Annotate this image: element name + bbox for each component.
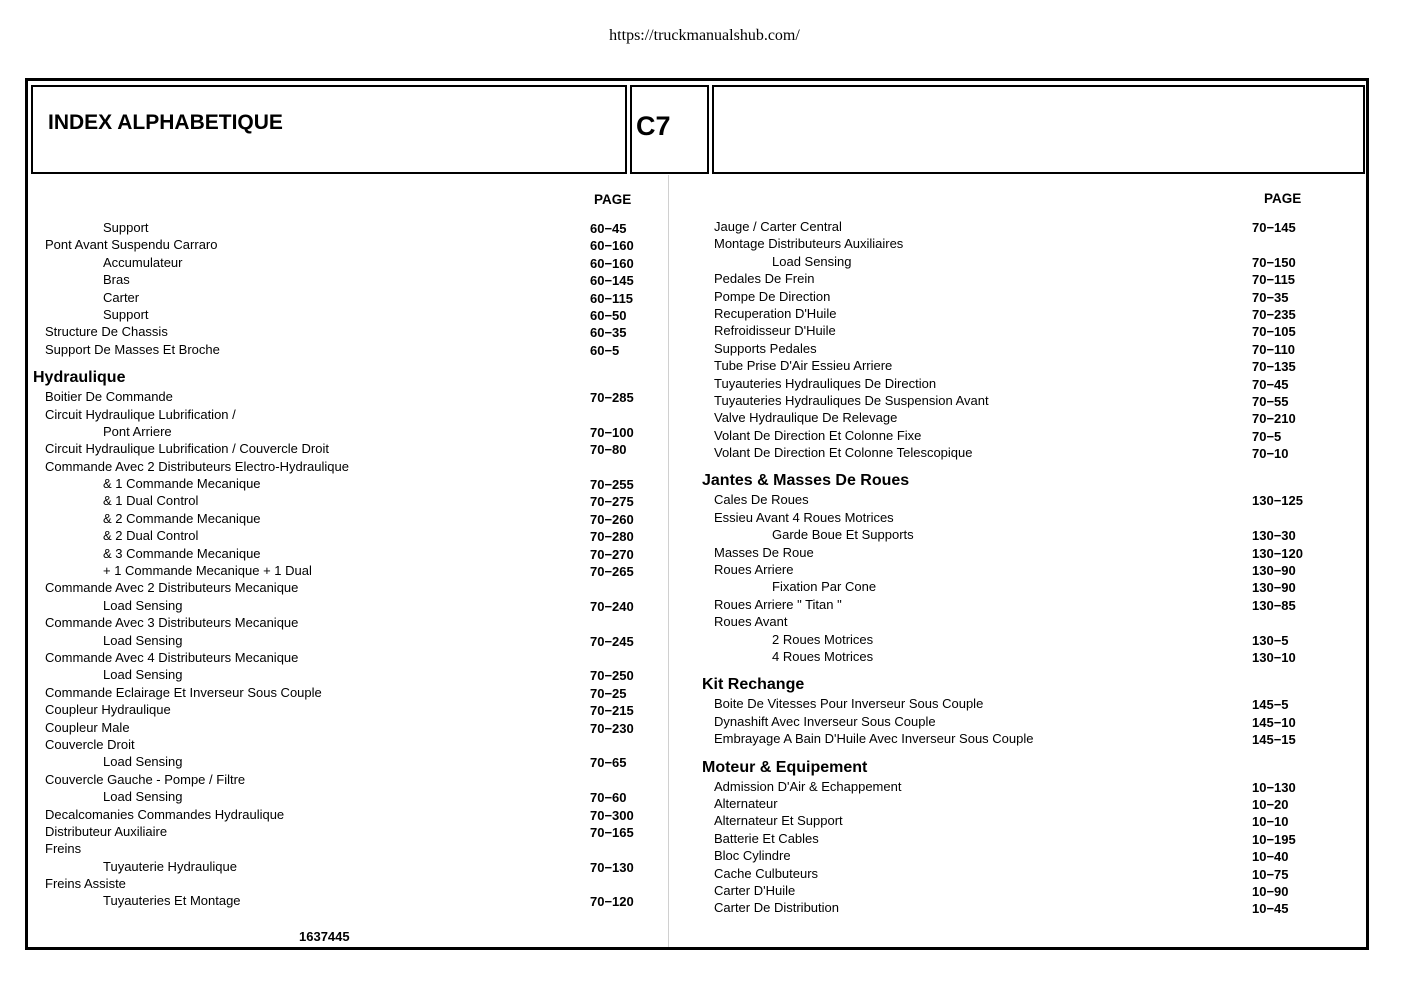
entry-label: Garde Boue Et Supports <box>772 527 914 543</box>
entry-label: & 1 Commande Mecanique <box>103 476 261 492</box>
index-entry <box>33 458 653 475</box>
entry-page-ref: 70−270 <box>590 546 634 562</box>
index-entry <box>702 305 1322 322</box>
entry-page-ref: 130−90 <box>1252 563 1296 579</box>
entry-page-ref: 70−35 <box>1252 289 1289 305</box>
index-entry <box>702 409 1322 426</box>
index-entry <box>33 892 653 909</box>
index-entry <box>33 701 653 718</box>
entry-label: Structure De Chassis <box>45 324 168 340</box>
entry-page-ref: 70−25 <box>590 685 627 701</box>
index-entry <box>702 865 1322 882</box>
entry-label: Couvercle Gauche - Pompe / Filtre <box>45 771 246 787</box>
index-entry <box>702 544 1322 561</box>
header-url: https://truckmanualshub.com/ <box>609 27 800 44</box>
index-entry <box>702 631 1322 648</box>
entry-page-ref: 70−105 <box>1252 324 1296 340</box>
index-entry <box>33 736 653 753</box>
index-entry <box>702 596 1322 613</box>
index-entry <box>33 666 653 683</box>
index-entry <box>702 526 1322 543</box>
entry-page-ref: 70−300 <box>590 807 634 823</box>
entry-label: Tuyauteries Et Montage <box>103 893 241 909</box>
index-entry <box>33 649 653 666</box>
entry-page-ref: 130−120 <box>1252 545 1303 561</box>
entry-page-ref: 60−45 <box>590 221 627 236</box>
section-title: Kit Rechange <box>702 676 805 694</box>
entry-label: Alternateur Et Support <box>714 813 843 829</box>
entry-page-ref: 70−130 <box>590 859 634 875</box>
entry-page-ref: 70−65 <box>590 755 627 771</box>
index-entry <box>702 340 1322 357</box>
code-box <box>630 85 709 174</box>
section-heading <box>702 471 1322 491</box>
index-entry <box>702 795 1322 812</box>
blank-header-box <box>712 85 1365 174</box>
index-entry <box>702 830 1322 847</box>
index-entry <box>33 875 653 892</box>
entry-label: Couvercle Droit <box>45 736 135 752</box>
entry-page-ref: 70−245 <box>590 633 634 649</box>
section-title: Hydraulique <box>33 369 126 387</box>
page-label: PAGE <box>594 192 632 207</box>
index-entry <box>702 375 1322 392</box>
index-entry <box>33 840 653 857</box>
entry-label: Commande Avec 2 Distributeurs Mecanique <box>45 580 299 596</box>
entry-label: Recuperation D'Huile <box>714 305 837 321</box>
left-index-column <box>33 192 653 910</box>
index-entry <box>702 778 1322 795</box>
entry-page-ref: 130−10 <box>1252 649 1296 665</box>
entry-label: Volant De Direction Et Colonne Telescopique <box>714 445 973 461</box>
entry-label: Tuyauterie Hydraulique <box>103 858 237 874</box>
entry-label: Cache Culbuteurs <box>714 865 819 881</box>
entry-page-ref: 60−35 <box>590 325 627 341</box>
index-entry <box>702 253 1322 270</box>
entry-label: & 1 Dual Control <box>103 493 199 509</box>
index-entry <box>702 491 1322 508</box>
entry-label: Support <box>103 306 149 322</box>
index-entry <box>702 322 1322 339</box>
entry-page-ref: 70−260 <box>590 511 634 527</box>
entry-label: Pont Arriere <box>103 423 172 439</box>
entry-label: Commande Avec 4 Distributeurs Mecanique <box>45 649 299 665</box>
entry-label: & 2 Commande Mecanique <box>103 510 261 526</box>
index-entry <box>33 341 653 358</box>
index-entry <box>33 254 653 271</box>
entry-label: Roues Arriere " Titan " <box>714 596 842 612</box>
entry-label: Commande Eclairage Et Inverseur Sous Couple <box>45 684 322 700</box>
entry-page-ref: 70−285 <box>590 390 634 406</box>
entry-label: Circuit Hydraulique Lubrification / Couvercle Droit <box>45 441 329 457</box>
entry-page-ref: 70−120 <box>590 894 634 910</box>
entry-page-ref: 70−145 <box>1252 220 1296 235</box>
entry-label: Load Sensing <box>103 597 183 613</box>
title-box <box>31 85 627 174</box>
right-entry-list <box>702 218 1322 917</box>
index-entry <box>33 545 653 562</box>
index-entry <box>33 823 653 840</box>
entry-page-ref: 130−85 <box>1252 597 1296 613</box>
entry-label: Coupleur Hydraulique <box>45 702 171 718</box>
index-entry <box>33 492 653 509</box>
index-entry <box>702 235 1322 252</box>
entry-label: Essieu Avant 4 Roues Motrices <box>714 509 894 525</box>
index-entry <box>702 812 1322 829</box>
entry-label: & 2 Dual Control <box>103 528 199 544</box>
index-entry <box>33 475 653 492</box>
entry-label: & 3 Commande Mecanique <box>103 545 261 561</box>
entry-page-ref: 130−30 <box>1252 528 1296 544</box>
entry-page-ref: 70−165 <box>590 824 634 840</box>
document-number: 1637445 <box>299 929 350 944</box>
entry-label: Pedales De Frein <box>714 271 815 287</box>
index-entry <box>702 218 1322 235</box>
index-entry <box>33 271 653 288</box>
entry-page-ref: 70−265 <box>590 564 634 580</box>
index-entry <box>702 730 1322 747</box>
entry-page-ref: 60−145 <box>590 273 634 289</box>
entry-label: Bloc Cylindre <box>714 848 791 864</box>
entry-label: 4 Roues Motrices <box>772 648 874 664</box>
entry-page-ref: 70−60 <box>590 790 627 806</box>
index-title: INDEX ALPHABETIQUE <box>48 111 283 134</box>
entry-page-ref: 10−75 <box>1252 866 1289 882</box>
index-entry <box>33 771 653 788</box>
index-entry <box>33 406 653 423</box>
entry-label: Support <box>103 220 149 235</box>
entry-label: Freins Assiste <box>45 876 126 892</box>
entry-page-ref: 10−130 <box>1252 779 1296 795</box>
index-entry <box>33 579 653 596</box>
section-title: Jantes & Masses De Roues <box>702 472 910 490</box>
index-entry <box>702 713 1322 730</box>
index-entry <box>33 323 653 340</box>
index-entry <box>33 632 653 649</box>
entry-page-ref: 70−5 <box>1252 428 1282 444</box>
right-index-column <box>702 191 1322 917</box>
column-divider <box>668 175 669 947</box>
entry-label: Masses De Roue <box>714 544 814 560</box>
index-entry <box>33 753 653 770</box>
entry-page-ref: 10−40 <box>1252 849 1289 865</box>
index-entry <box>702 392 1322 409</box>
entry-page-ref: 130−125 <box>1252 493 1303 509</box>
entry-label: Boitier De Commande <box>45 389 173 405</box>
section-heading <box>702 758 1322 778</box>
entry-page-ref: 60−160 <box>590 255 634 271</box>
entry-label: Commande Avec 2 Distributeurs Electro-Hydraulique <box>45 458 349 474</box>
index-entry <box>33 306 653 323</box>
index-entry <box>702 578 1322 595</box>
entry-label: Load Sensing <box>103 789 183 805</box>
entry-page-ref: 145−5 <box>1252 697 1289 713</box>
entry-label: Dynashift Avec Inverseur Sous Couple <box>714 713 936 729</box>
index-entry <box>702 509 1322 526</box>
entry-page-ref: 70−80 <box>590 442 627 458</box>
section-heading <box>702 675 1322 695</box>
entry-label: Load Sensing <box>772 253 852 269</box>
index-entry <box>702 561 1322 578</box>
entry-label: Coupleur Male <box>45 719 130 735</box>
index-entry <box>33 440 653 457</box>
entry-page-ref: 70−240 <box>590 598 634 614</box>
entry-page-ref: 70−55 <box>1252 393 1289 409</box>
entry-page-ref: 10−10 <box>1252 814 1289 830</box>
entry-label: Jauge / Carter Central <box>714 219 842 234</box>
entry-page-ref: 60−5 <box>590 342 620 358</box>
entry-page-ref: 70−250 <box>590 668 634 684</box>
section-heading <box>33 368 653 388</box>
entry-page-ref: 70−235 <box>1252 306 1296 322</box>
index-entry <box>33 684 653 701</box>
index-entry <box>33 597 653 614</box>
index-entry <box>33 614 653 631</box>
entry-page-ref: 70−210 <box>1252 411 1296 427</box>
section-title: Moteur & Equipement <box>702 758 868 776</box>
entry-label: Batterie Et Cables <box>714 830 819 846</box>
entry-label: Cales De Roues <box>714 492 809 508</box>
entry-page-ref: 70−255 <box>590 477 634 493</box>
entry-label: Load Sensing <box>103 754 183 770</box>
entry-label: Embrayage A Bain D'Huile Avec Inverseur Sous Couple <box>714 731 1034 747</box>
entry-label: Roues Avant <box>714 614 788 630</box>
left-entry-list <box>33 219 653 910</box>
entry-label: Supports Pedales <box>714 340 817 356</box>
entry-page-ref: 10−195 <box>1252 831 1296 847</box>
index-entry <box>33 806 653 823</box>
entry-label: Distributeur Auxiliaire <box>45 823 168 839</box>
entry-page-ref: 60−50 <box>590 307 627 323</box>
section-code: C7 <box>636 111 671 141</box>
index-entry <box>702 427 1322 444</box>
entry-page-ref: 60−160 <box>590 238 634 254</box>
entry-label: Volant De Direction Et Colonne Fixe <box>714 427 922 443</box>
entry-page-ref: 10−45 <box>1252 901 1289 917</box>
entry-label: Bras <box>103 272 130 288</box>
index-entry <box>702 847 1322 864</box>
entry-label: Support De Masses Et Broche <box>45 341 220 357</box>
entry-label: Commande Avec 3 Distributeurs Mecanique <box>45 615 299 631</box>
index-entry <box>702 899 1322 916</box>
entry-label: Valve Hydraulique De Relevage <box>714 410 898 426</box>
entry-page-ref: 70−150 <box>1252 254 1296 270</box>
index-entry <box>702 444 1322 461</box>
entry-label: + 1 Commande Mecanique + 1 Dual <box>103 563 312 579</box>
entry-page-ref: 70−110 <box>1252 341 1296 357</box>
entry-page-ref: 70−230 <box>590 720 634 736</box>
index-entry <box>33 510 653 527</box>
entry-label: Roues Arriere <box>714 562 794 578</box>
entry-page-ref: 60−115 <box>590 290 634 306</box>
index-entry <box>33 423 653 440</box>
page-label: PAGE <box>1264 191 1302 206</box>
index-entry <box>702 270 1322 287</box>
index-entry <box>33 562 653 579</box>
index-entry <box>702 288 1322 305</box>
index-entry <box>33 527 653 544</box>
entry-label: 2 Roues Motrices <box>772 631 874 647</box>
index-entry <box>33 219 653 236</box>
entry-page-ref: 70−115 <box>1252 272 1296 288</box>
entry-label: Carter De Distribution <box>714 900 839 916</box>
entry-label: Admission D'Air & Echappement <box>714 778 902 794</box>
entry-page-ref: 145−15 <box>1252 732 1296 748</box>
entry-label: Tube Prise D'Air Essieu Arriere <box>714 358 893 374</box>
entry-label: Pompe De Direction <box>714 288 831 304</box>
entry-page-ref: 70−275 <box>590 494 634 510</box>
index-entry <box>33 289 653 306</box>
index-entry <box>33 858 653 875</box>
entry-page-ref: 70−45 <box>1252 376 1289 392</box>
index-entry <box>33 388 653 405</box>
entry-page-ref: 130−5 <box>1252 632 1289 648</box>
index-entry <box>702 695 1322 712</box>
entry-label: Alternateur <box>714 795 778 811</box>
entry-label: Accumulateur <box>103 254 183 270</box>
entry-label: Decalcomanies Commandes Hydraulique <box>45 806 285 822</box>
entry-label: Tuyauteries Hydrauliques De Direction <box>714 375 937 391</box>
index-entry <box>33 719 653 736</box>
entry-page-ref: 70−215 <box>590 703 634 719</box>
page-column-header <box>702 191 1322 218</box>
entry-page-ref: 70−10 <box>1252 446 1289 462</box>
entry-label: Montage Distributeurs Auxiliaires <box>714 236 904 252</box>
entry-page-ref: 145−10 <box>1252 714 1296 730</box>
entry-label: Carter D'Huile <box>714 882 796 898</box>
entry-page-ref: 70−135 <box>1252 359 1296 375</box>
entry-label: Circuit Hydraulique Lubrification / <box>45 406 236 422</box>
entry-label: Freins <box>45 841 82 857</box>
entry-page-ref: 70−100 <box>590 424 634 440</box>
index-entry <box>702 357 1322 374</box>
entry-label: Tuyauteries Hydrauliques De Suspension Avant <box>714 392 989 408</box>
index-entry <box>33 236 653 253</box>
entry-label: Load Sensing <box>103 667 183 683</box>
entry-label: Refroidisseur D'Huile <box>714 323 836 339</box>
entry-page-ref: 130−90 <box>1252 580 1296 596</box>
index-entry <box>702 613 1322 630</box>
index-entry <box>702 648 1322 665</box>
index-entry <box>33 788 653 805</box>
index-entry <box>702 882 1322 899</box>
entry-label: Pont Avant Suspendu Carraro <box>45 237 218 253</box>
page-column-header <box>33 192 653 219</box>
entry-label: Boite De Vitesses Pour Inverseur Sous Couple <box>714 696 984 712</box>
entry-page-ref: 70−280 <box>590 529 634 545</box>
entry-label: Carter <box>103 289 140 305</box>
entry-page-ref: 10−20 <box>1252 796 1289 812</box>
entry-label: Fixation Par Cone <box>772 579 877 595</box>
entry-page-ref: 10−90 <box>1252 883 1289 899</box>
entry-label: Load Sensing <box>103 632 183 648</box>
